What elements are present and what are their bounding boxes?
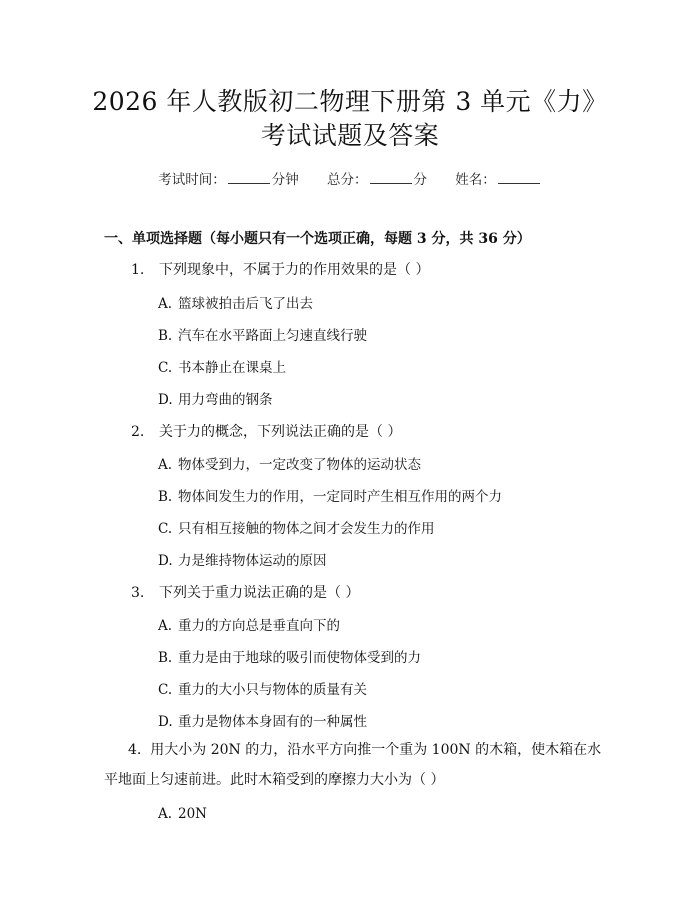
question-3-option-d (158, 710, 367, 730)
question-3-option-c (158, 678, 367, 698)
question-2-option-b (158, 485, 502, 505)
option-letter: C. (158, 521, 173, 537)
option-letter: C. (158, 682, 173, 698)
question-number: 3. (131, 585, 145, 601)
option-text: 书本静止在课桌上 (178, 360, 286, 376)
student-name-label: 姓名： (455, 172, 496, 188)
question-1-option-b (158, 324, 367, 344)
question-1-option-a (158, 292, 313, 312)
question-text: 下列关于重力说法正确的是（ ） (159, 585, 360, 601)
total-score-label: 总分： (327, 172, 368, 188)
option-text: 重力是物体本身固有的一种属性 (178, 714, 367, 730)
student-name-field (455, 168, 542, 188)
question-4-option-a (158, 806, 207, 822)
question-1-option-d (158, 388, 273, 408)
question-4 (104, 735, 604, 795)
student-name-blank (498, 171, 540, 184)
option-letter: D. (158, 714, 173, 730)
option-text: 力是维持物体运动的原因 (178, 553, 327, 569)
question-2-option-d (158, 549, 327, 569)
total-score-unit: 分 (413, 172, 427, 188)
question-number: 2. (131, 424, 145, 440)
option-letter: D. (158, 553, 173, 569)
question-number: 1. (131, 262, 145, 278)
option-letter: B. (158, 489, 173, 505)
option-text: 重力的大小只与物体的质量有关 (178, 682, 367, 698)
option-text: 物体间发生力的作用，一定同时产生相互作用的两个力 (178, 489, 502, 505)
exam-time-blank (228, 171, 270, 184)
option-text: 汽车在水平路面上匀速直线行驶 (178, 328, 367, 344)
question-2-option-c (158, 517, 435, 537)
option-text: 重力是由于地球的吸引而使物体受到的力 (178, 650, 421, 666)
option-letter: C. (158, 360, 173, 376)
option-text: 用力弯曲的钢条 (178, 392, 273, 408)
option-text: 篮球被拍击后飞了出去 (178, 296, 313, 312)
total-score-blank (370, 171, 412, 184)
option-letter: B. (158, 328, 173, 344)
question-text: 关于力的概念，下列说法正确的是（ ） (159, 424, 402, 440)
option-letter: A. (158, 618, 173, 634)
option-text: 20N (178, 806, 207, 822)
question-2-option-a (158, 453, 421, 473)
question-2 (131, 421, 401, 441)
question-text: 用大小为 20N 的力，沿水平方向推一个重为 100N 的木箱，使木箱在水平地面上匀速前进。此时木箱受到的摩擦力大小为（ ） (104, 742, 602, 788)
option-text: 物体受到力，一定改变了物体的运动状态 (178, 457, 421, 473)
option-letter: D. (158, 392, 173, 408)
option-text: 只有相互接触的物体之间才会发生力的作用 (178, 521, 435, 537)
exam-meta-row (0, 168, 700, 188)
option-letter: A. (158, 457, 173, 473)
exam-time-unit: 分钟 (271, 172, 299, 188)
question-number: 4. (128, 742, 142, 758)
question-1 (131, 259, 429, 279)
document-title-line-2: 考试试题及答案 (260, 121, 440, 150)
total-score-field (327, 168, 427, 188)
document-title-line-1: 2026 年人教版初二物理下册第 3 单元《力》 (92, 87, 608, 116)
question-3 (131, 582, 359, 602)
option-letter: A. (158, 806, 173, 822)
question-1-option-c (158, 356, 286, 376)
section-heading-single-choice: 一、单项选择题（每小题只有一个选项正确，每题 3 分，共 36 分） (104, 231, 531, 247)
question-text: 下列现象中，不属于力的作用效果的是（ ） (159, 262, 430, 278)
exam-time-field (158, 168, 299, 188)
question-3-option-b (158, 646, 421, 666)
option-letter: B. (158, 650, 173, 666)
question-3-option-a (158, 614, 340, 634)
option-letter: A. (158, 296, 173, 312)
option-text: 重力的方向总是垂直向下的 (178, 618, 340, 634)
exam-time-label: 考试时间： (158, 172, 226, 188)
